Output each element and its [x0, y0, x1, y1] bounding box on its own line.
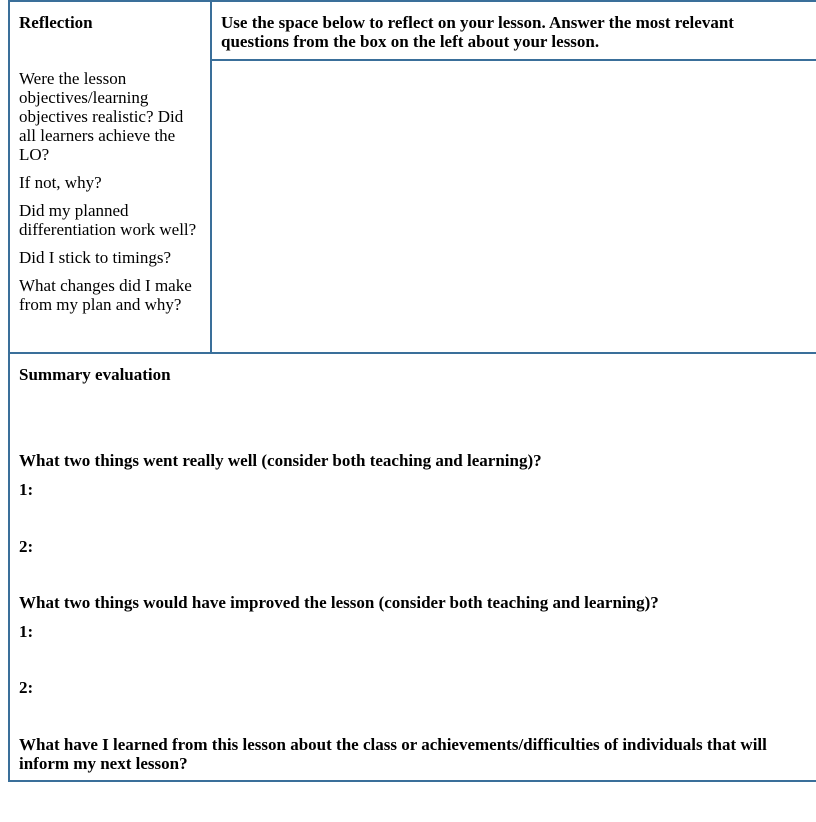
- learned-prompt: What have I learned from this lesson about the class or achievements/difficulties of individuals that will inform my next lesson?: [19, 735, 767, 773]
- reflection-instruction: Use the space below to reflect on your lesson. Answer the most relevant questions from the box on the left about your lesson.: [221, 13, 734, 51]
- summary-heading: Summary evaluation: [19, 365, 171, 384]
- question-timings: Did I stick to timings?: [19, 248, 172, 267]
- question-if-not-why: If not, why?: [19, 173, 102, 192]
- reflection-answer-area[interactable]: [212, 61, 816, 352]
- improve-prompt: What two things would have improved the lesson (consider both teaching and learning)?: [19, 593, 659, 612]
- question-differentiation: Did my planned differentiation work well?: [19, 201, 197, 239]
- reflection-heading: Reflection: [19, 13, 93, 32]
- went-well-2-label: 2:: [19, 537, 34, 556]
- went-well-prompt: What two things went really well (consider both teaching and learning)?: [19, 451, 542, 470]
- improve-1-label: 1:: [19, 622, 34, 641]
- reflection-questions: [19, 69, 204, 323]
- question-changes: What changes did I make from my plan and why?: [19, 276, 192, 314]
- question-lesson-objectives: Were the lesson objectives/learning objectives realistic? Did all learners achieve the LO?: [19, 69, 184, 164]
- went-well-1-label: 1:: [19, 480, 34, 499]
- improve-2-label: 2:: [19, 678, 34, 697]
- section-divider: [8, 352, 816, 354]
